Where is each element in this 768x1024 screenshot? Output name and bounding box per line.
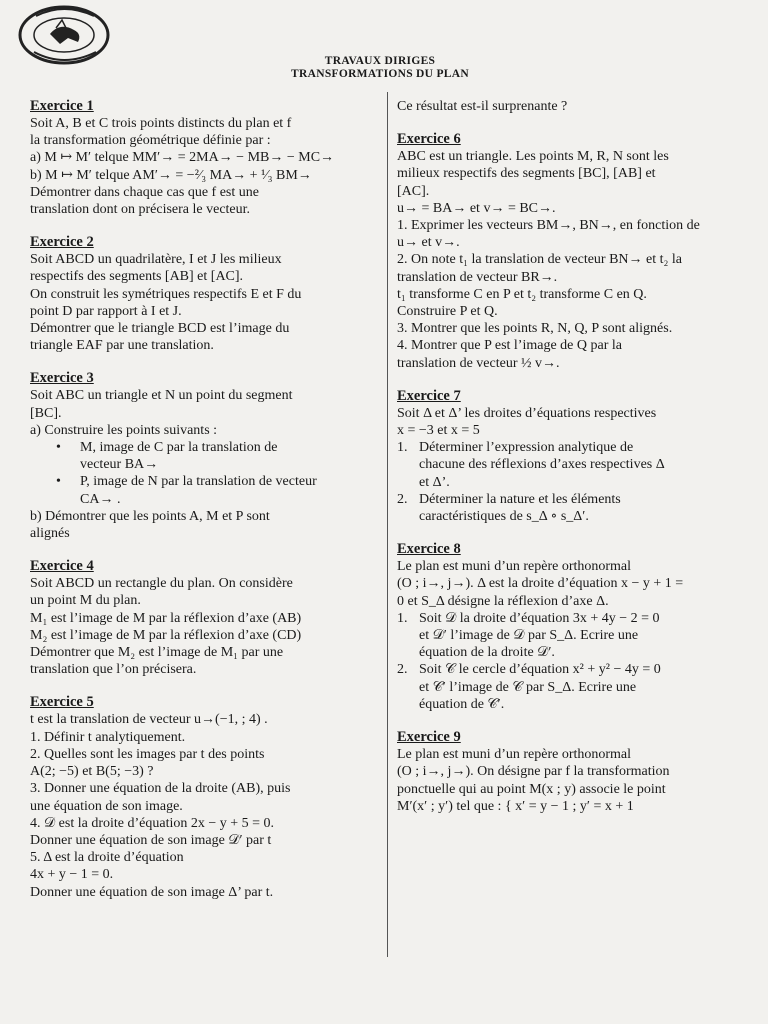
item-number: 1. [397,610,408,626]
exercise-line: 5. Δ est la droite d’équation [30,850,184,866]
exercise-line: 1. Définir t analytiquement. [30,729,186,745]
exercise-line: M₂ est l’image de M par la réflexion d’axe (CD) [30,627,302,643]
exercise-line: Soit ABC un triangle et N un point du segment [30,388,293,404]
item-line: Soit 𝒟 la droite d’équation 3x + 4y − 2 = 0 [419,610,660,626]
exercise-line: 3. Donner une équation de la droite (AB), puis [30,781,291,797]
left-column [30,98,376,917]
exercise-line: [BC]. [30,405,62,421]
item-line: Déterminer la nature et les éléments [419,491,621,507]
exercise-line: Le plan est muni d’un repère orthonormal [397,559,632,575]
exercise-5-continuation [397,98,727,115]
exercise-2 [30,234,376,354]
item-number: 2. [397,662,408,678]
exercise-title: Exercice 2 [30,234,94,251]
exercise-line: ABC est un triangle. Les points M, R, N sont les [397,149,669,165]
exercise-line: 1. Exprimer les vecteurs BM→, BN→, en fonction de [397,218,700,234]
numbered-item [397,661,727,713]
exercise-line: (O ; i→, j→). On désigne par f la transformation [397,764,670,780]
right-column [397,98,727,831]
exercise-line: une équation de son image. [30,798,183,814]
bullet-item [30,473,376,507]
exercise-line: A(2; −5) et B(5; −3) ? [30,764,154,780]
exercise-line: 4x + y − 1 = 0. [30,867,114,883]
item-line: chacune des réflexions d’axes respectives Δ [419,457,665,473]
exercise-line: 3. Montrer que les points R, N, Q, P sont alignés. [397,321,673,337]
item-line: Déterminer l’expression analytique de [419,440,634,456]
exercise-line: la transformation géométrique définie par : [30,133,271,149]
exercise-line: milieux respectifs des segments [BC], [AB] et [397,166,656,182]
bullet-line: P, image de N par la translation de vecteur [80,474,317,490]
bullet-dot-icon: • [56,440,61,456]
exercise-5 [30,694,376,900]
exercise-line: 4. 𝒟 est la droite d’équation 2x − y + 5 = 0. [30,815,275,831]
exercise-line: respectifs des segments [AB] et [AC]. [30,269,244,285]
exercise-line: M′(x′ ; y′) tel que : { x′ = y − 1 ; y′ = x + 1 [397,798,634,814]
exercise-line: translation que l’on précisera. [30,662,197,678]
column-divider [387,92,388,957]
exercise-line: Soit ABCD un quadrilatère, I et J les milieux [30,252,282,268]
exercise-line: Le plan est muni d’un repère orthonormal [397,747,632,763]
exercise-title: Exercice 1 [30,98,94,114]
bullet-dot-icon: • [56,474,61,490]
exercise-line: translation de vecteur ½ v→. [397,355,560,371]
exercise-title: Exercice 4 [30,558,94,575]
exercise-line: alignés [30,526,70,542]
exercise-line: Soit Δ et Δ’ les droites d’équations respectives [397,405,657,421]
document-header [230,55,530,81]
exercise-line: (O ; i→, j→). Δ est la droite d’équation x − y + 1 = [397,576,684,592]
exercise-line: translation dont on précisera le vecteur. [30,202,251,218]
exercise-line: Ce résultat est-il surprenante ? [397,99,568,114]
bullet-line: M, image de C par la translation de [80,440,278,456]
numbered-item [397,491,727,525]
numbered-item [397,610,727,662]
exercise-line: a) M ↦ M′ telque MM′→ = 2MA→ − MB→ − MC→ [30,150,335,166]
header-line-1: TRAVAUX DIRIGES [324,55,436,67]
exercise-line: x = −3 et x = 5 [397,423,480,439]
exercise-line: 2. On note t₁ la translation de vecteur BN→ et t₂ la [397,252,683,268]
exercise-line: Démontrer que M₂ est l’image de M₁ par une [30,645,284,661]
item-number: 2. [397,491,408,507]
item-line: et 𝒟′ l’image de 𝒟 par S_Δ. Ecrire une [419,628,639,644]
exercise-line: point D par rapport à I et J. [30,303,182,319]
exercise-line: Soit A, B et C trois points distincts du plan et f [30,116,292,131]
exercise-1 [30,98,376,218]
item-line: et Δ’. [419,474,450,490]
exercise-line: t₁ transforme C en P et t₂ transforme C en Q. [397,286,647,302]
exercise-title: Exercice 7 [397,387,461,404]
exercise-7 [397,388,727,525]
exercise-line: un point M du plan. [30,593,141,609]
exercise-line: 2. Quelles sont les images par t des points [30,746,265,762]
exercise-line: 0 et S_Δ désigne la réflexion d’axe Δ. [397,593,609,609]
exercise-line: Donner une équation de son image 𝒟′ par t [30,832,272,848]
exercise-9 [397,729,727,815]
exercise-line: On construit les symétriques respectifs E et F du [30,286,302,302]
exercise-line: b) Démontrer que les points A, M et P sont [30,508,270,524]
bullet-item [30,439,376,473]
numbered-item [397,439,727,491]
exercise-title: Exercice 9 [397,729,461,746]
exercise-line: a) Construire les points suivants : [30,422,218,438]
exercise-4 [30,558,376,678]
exercise-line: ponctuelle qui au point M(x ; y) associe le point [397,781,666,797]
exercise-line: M₁ est l’image de M par la réflexion d’axe (AB) [30,610,302,626]
exercise-line: Démontrer que le triangle BCD est l’image du [30,321,290,337]
exercise-line: t est la translation de vecteur u→(−1, ; 4) . [30,712,268,728]
exercise-line: 4. Montrer que P est l’image de Q par la [397,338,622,354]
item-line: caractéristiques de s_Δ ∘ s_Δ′. [419,509,589,525]
item-number: 1. [397,440,408,456]
item-line: Soit 𝒞 le cercle d’équation x² + y² − 4y = 0 [419,662,661,678]
exercise-line: u→ et v→. [397,235,460,251]
item-line: et 𝒞′ l’image de 𝒞 par S_Δ. Ecrire une [419,679,637,695]
exercise-6 [397,131,727,372]
exercise-line: Construire P et Q. [397,304,498,320]
exercise-line: b) M ↦ M′ telque AM′→ = −²⁄₃ MA→ + ¹⁄₃ BM→ [30,167,312,183]
exercise-line: Donner une équation de son image Δ’ par t. [30,884,274,900]
bullet-line: CA→ . [80,491,121,507]
item-line: équation de la droite 𝒟′. [419,645,555,661]
exercise-title: Exercice 8 [397,541,461,558]
exercise-title: Exercice 3 [30,370,94,387]
header-line-2: TRANSFORMATIONS DU PLAN [291,68,469,80]
exercise-line: [AC]. [397,183,430,199]
exercise-line: triangle EAF par une translation. [30,338,214,354]
exercise-line: u→ = BA→ et v→ = BC→. [397,200,556,216]
exercise-line: translation de vecteur BR→. [397,269,558,285]
exercise-8 [397,541,727,713]
item-line: équation de 𝒞′. [419,696,505,712]
exercise-line: Soit ABCD un rectangle du plan. On considère [30,576,293,592]
exercise-title: Exercice 6 [397,131,461,148]
school-logo [16,4,112,66]
exercise-line: Démontrer dans chaque cas que f est une [30,184,259,200]
bullet-line: vecteur BA→ [80,457,159,473]
exercise-title: Exercice 5 [30,694,94,711]
exercise-3 [30,370,376,542]
